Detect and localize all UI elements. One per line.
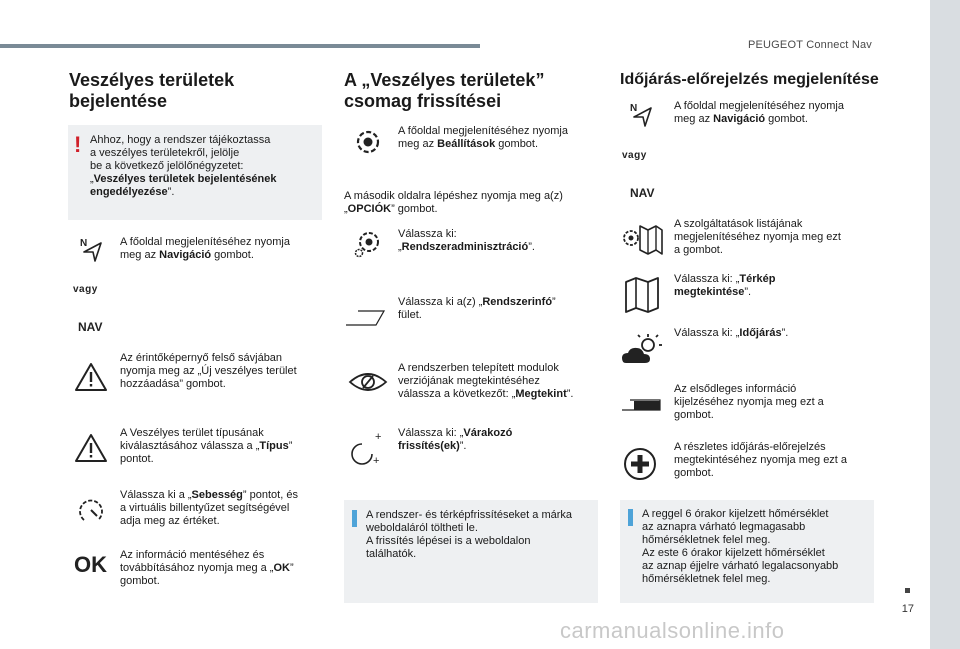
warning-triangle-icon xyxy=(74,361,108,393)
svg-text:+: + xyxy=(375,431,382,443)
or-label: vagy xyxy=(73,284,98,295)
primary-info-icon xyxy=(620,396,664,416)
section-title-hazard-updates xyxy=(344,70,544,112)
info-text: A rendszer- és térképfrissítéseket a márka weboldaláról töltheti le. A frissítés lépései is a weboldalon találhatók. xyxy=(366,509,573,560)
svg-text:N: N xyxy=(630,103,638,114)
step-text: A főoldal megjelenítéséhez nyomja meg az Navigáció gombot. xyxy=(674,100,844,125)
page-header: PEUGEOT Connect Nav xyxy=(747,39,872,51)
step-text: A főoldal megjelenítéséhez nyomja meg az Beállítások gombot. xyxy=(398,125,568,150)
step-text: A második oldalra lépéshez nyomja meg a(z) „OPCIÓK” gombot. xyxy=(344,190,563,215)
right-margin-bar xyxy=(930,0,960,649)
step-text: Az érintőképernyő felső sávjában nyomja meg az „Új veszélyes terület hozzáadása” gombot. xyxy=(120,352,297,390)
map-icon xyxy=(622,276,662,314)
section-title-weather: Időjárás-előrejelzés megjelenítése xyxy=(620,71,879,88)
step-text: Az elsődleges információ kijelzéséhez nyomja meg ezt a gombot. xyxy=(674,383,824,421)
speedometer-icon xyxy=(76,495,106,525)
step-text: Válassza ki: „Várakozó frissítés(ek)”. xyxy=(398,427,513,452)
exclamation-icon: ! xyxy=(74,132,82,157)
system-admin-icon xyxy=(352,228,384,260)
step-text: Válassza ki a(z) „Rendszerinfó” fület. xyxy=(398,296,556,321)
step-text: Válassza ki: „Időjárás”. xyxy=(674,327,789,339)
settings-gear-icon xyxy=(352,126,384,158)
section-title-hazard-report xyxy=(69,70,234,112)
navigation-icon xyxy=(626,100,656,130)
view-eye-icon xyxy=(348,368,388,396)
info-text: A reggel 6 órakor kijelzett hőmérséklet az aznapra várható legmagasabb hőmérsékletnek felel meg. Az este 6 órakor kijelzett hőmérséklet az aznap éjjelre várható legalacsonyabb hőmérsékletnek felel meg. xyxy=(642,508,839,585)
warning-triangle-icon xyxy=(74,432,108,464)
step-text: Az információ mentéséhez és továbbításához nyomja meg a „OK” gombot. xyxy=(120,549,294,587)
title-line: A „Veszélyes területek” xyxy=(344,70,545,90)
step-text: A szolgáltatások listájának megjelenítéséhez nyomja meg ezt a gombot. xyxy=(674,218,841,256)
step-text: A rendszerben telepített modulok verziójának megtekintéséhez válassza a következőt: „Megtekint”. xyxy=(398,362,574,400)
pending-updates-icon xyxy=(348,430,388,466)
title-line: bejelentése xyxy=(69,91,168,111)
svg-text:N: N xyxy=(80,238,88,249)
step-text: A főoldal megjelenítéséhez nyomja meg az Navigáció gombot. xyxy=(120,236,290,261)
or-label: vagy xyxy=(622,150,647,161)
nav-button-label: NAV xyxy=(78,320,103,334)
page-marker xyxy=(905,588,910,593)
svg-text:+: + xyxy=(373,455,380,466)
nav-button-label: NAV xyxy=(630,186,655,200)
step-text: Válassza ki: „Rendszeradminisztráció”. xyxy=(398,228,535,253)
step-text: Válassza ki a „Sebesség” pontot, és a virtuális billentyűzet segítségével adja meg az értéket. xyxy=(120,489,298,527)
warning-text: Ahhoz, hogy a rendszer tájékoztassa a veszélyes területekről, jelölje be a következő jelölőnégyzetet: „Veszélyes területek bejelentésének engedélyezése”. xyxy=(90,134,277,198)
info-icon xyxy=(628,509,633,526)
step-text: Válassza ki: „Térkép megtekintése”. xyxy=(674,273,776,298)
services-list-icon xyxy=(620,222,664,258)
page-number: 17 xyxy=(901,603,914,615)
top-rule xyxy=(0,44,480,48)
step-text: A részletes időjárás-előrejelzés megtekintéséhez nyomja meg ezt a gombot. xyxy=(674,441,848,479)
tab-icon xyxy=(344,305,388,329)
step-text: A Veszélyes terület típusának kiválasztásához válassza a „Típus” pontot. xyxy=(120,427,293,465)
watermark: carmanualsonline.info xyxy=(560,618,785,643)
weather-icon xyxy=(620,333,664,367)
navigation-icon xyxy=(76,235,106,265)
ok-button-label: OK xyxy=(74,552,107,577)
info-icon xyxy=(352,510,357,527)
title-line: Veszélyes területek xyxy=(69,70,235,90)
title-line: csomag frissítései xyxy=(344,91,502,111)
plus-circle-icon xyxy=(622,446,658,482)
